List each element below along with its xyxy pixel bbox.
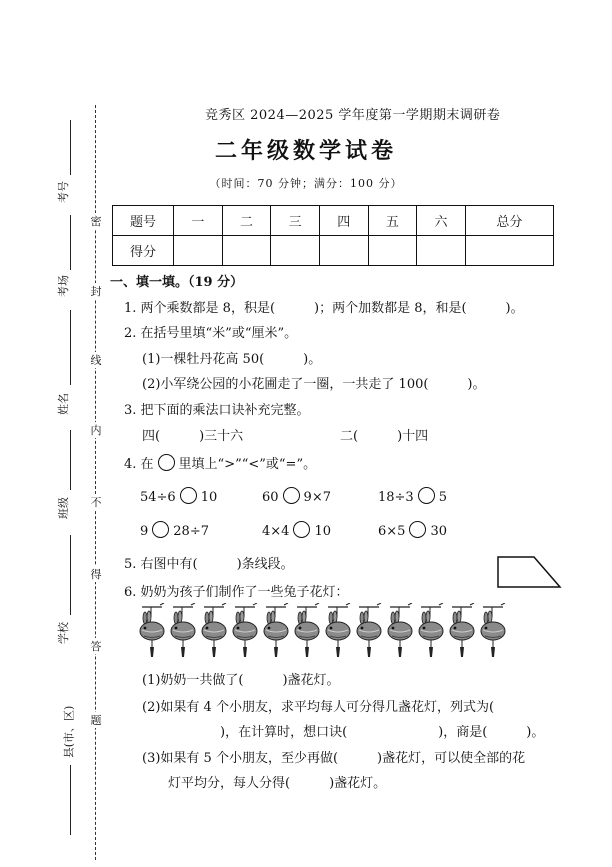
compare-left: 6×5 <box>378 524 406 539</box>
rabbit-lantern-icon <box>169 603 196 659</box>
rabbit-lantern-icon <box>448 603 475 659</box>
question-6-3b: 灯平均分，每人分得( )盏花灯。 <box>168 776 387 791</box>
rabbit-lantern-icon <box>386 603 413 659</box>
rabbit-lantern-icon <box>293 603 320 659</box>
score-input-cell[interactable] <box>271 236 320 266</box>
question-4 <box>124 453 316 472</box>
question-6-3a: (3)如果有 5 个小朋友，至少再做( )盏花灯，可以使全部的花 <box>142 751 526 766</box>
table-cell: 三 <box>271 206 320 236</box>
compare-item <box>378 487 447 505</box>
question-2-1: (1)一棵牡丹花高 50( )。 <box>142 352 322 367</box>
seal-char: 封 <box>88 283 104 299</box>
compare-circle[interactable] <box>283 487 300 504</box>
question-2-2: (2)小军绕公园的小花圃走了一圈，一共走了 100( )。 <box>142 377 486 392</box>
class-line <box>70 430 71 490</box>
question-4-suffix: 里填上“>”“<”或“=”。 <box>178 457 317 472</box>
compare-circle[interactable] <box>180 487 197 504</box>
compare-left: 18÷3 <box>378 490 414 505</box>
table-cell: 六 <box>417 206 466 236</box>
exam-room-line <box>70 215 71 270</box>
rabbit-lantern-icon <box>231 603 258 659</box>
school-label: 学校 <box>57 622 70 644</box>
score-input-cell[interactable] <box>368 236 417 266</box>
seal-char: 不 <box>88 494 104 510</box>
question-3-b: 二( )十四 <box>340 429 429 444</box>
compare-left: 54÷6 <box>140 490 176 505</box>
table-cell: 五 <box>368 206 417 236</box>
question-5: 5. 右图中有( )条线段。 <box>124 557 294 572</box>
seal-char: 答 <box>88 638 104 654</box>
table-row <box>113 206 554 236</box>
county-line <box>70 765 71 835</box>
school-line <box>70 535 71 615</box>
compare-right: 5 <box>438 490 447 505</box>
exam-info: （时间：70 分钟；满分：100 分） <box>209 177 403 190</box>
table-cell: 四 <box>319 206 368 236</box>
seal-char: 内 <box>88 422 104 438</box>
circle-icon <box>158 454 175 471</box>
county-label: 县(市、区) <box>62 705 76 759</box>
compare-circle[interactable] <box>409 521 426 538</box>
rabbit-lantern-icon <box>138 603 165 659</box>
compare-circle[interactable] <box>152 521 169 538</box>
rabbit-lantern-row <box>138 603 506 659</box>
seal-char: 得 <box>88 566 104 582</box>
compare-item <box>262 487 331 505</box>
page-title: 二年级数学试卷 <box>214 139 397 164</box>
compare-left: 4×4 <box>262 524 290 539</box>
compare-left: 60 <box>262 490 279 505</box>
compare-item <box>140 521 209 539</box>
class-label: 班级 <box>57 497 70 519</box>
score-input-cell[interactable] <box>417 236 466 266</box>
exam-room-label: 考场 <box>57 275 70 297</box>
rabbit-lantern-icon <box>324 603 351 659</box>
question-6-2b: )，在计算时，想口诀( )，商是( )。 <box>168 725 545 740</box>
table-cell: 题号 <box>113 206 174 236</box>
table-cell: 得分 <box>113 236 174 266</box>
compare-right: 10 <box>200 490 218 505</box>
name-line <box>70 310 71 385</box>
compare-left: 9 <box>140 524 149 539</box>
rabbit-lantern-icon <box>355 603 382 659</box>
trapezoid-figure <box>496 553 562 591</box>
section-title: 一、填一填。（19 分） <box>110 275 244 290</box>
exam-header: 竞秀区 2024—2025 学年度第一学期期末调研卷 <box>205 108 501 123</box>
score-table <box>112 205 554 266</box>
seal-char: 密 <box>88 213 104 229</box>
rabbit-lantern-icon <box>200 603 227 659</box>
question-6: 6. 奶奶为孩子们制作了一些兔子花灯： <box>124 585 349 600</box>
compare-right: 30 <box>430 524 447 539</box>
exam-number-label: 考号 <box>57 181 70 203</box>
rabbit-lantern-icon <box>417 603 444 659</box>
question-2: 2. 在括号里填“米”或“厘米”。 <box>124 326 298 341</box>
question-3-a: 四( )三十六 <box>142 429 244 444</box>
question-4-prefix: 4. 在 <box>124 457 154 472</box>
question-3: 3. 把下面的乘法口诀补充完整。 <box>124 403 310 418</box>
question-6-2a: (2)如果有 4 个小朋友，求平均每人可分得几盏花灯，列式为( <box>142 700 534 715</box>
seal-char: 线 <box>88 352 104 368</box>
table-cell: 总分 <box>465 206 553 236</box>
compare-circle[interactable] <box>293 521 310 538</box>
rabbit-lantern-icon <box>262 603 289 659</box>
compare-item <box>140 487 217 505</box>
score-input-cell[interactable] <box>222 236 271 266</box>
compare-right: 9×7 <box>303 490 331 505</box>
score-input-cell[interactable] <box>319 236 368 266</box>
compare-right: 28÷7 <box>173 524 209 539</box>
table-row <box>113 236 554 266</box>
score-input-cell[interactable] <box>174 236 223 266</box>
question-6-1: (1)奶奶一共做了( )盏花灯。 <box>142 673 340 688</box>
seal-char: 题 <box>88 712 104 728</box>
rabbit-lantern-icon <box>479 603 506 659</box>
compare-item <box>378 521 447 539</box>
compare-right: 10 <box>314 524 331 539</box>
name-label: 姓名 <box>57 393 70 415</box>
question-1: 1. 两个乘数都是 8，积是( )；两个加数都是 8，和是( )。 <box>124 301 524 316</box>
compare-item <box>262 521 331 539</box>
table-cell: 二 <box>222 206 271 236</box>
score-input-cell[interactable] <box>465 236 553 266</box>
compare-circle[interactable] <box>418 487 435 504</box>
table-cell: 一 <box>174 206 223 236</box>
